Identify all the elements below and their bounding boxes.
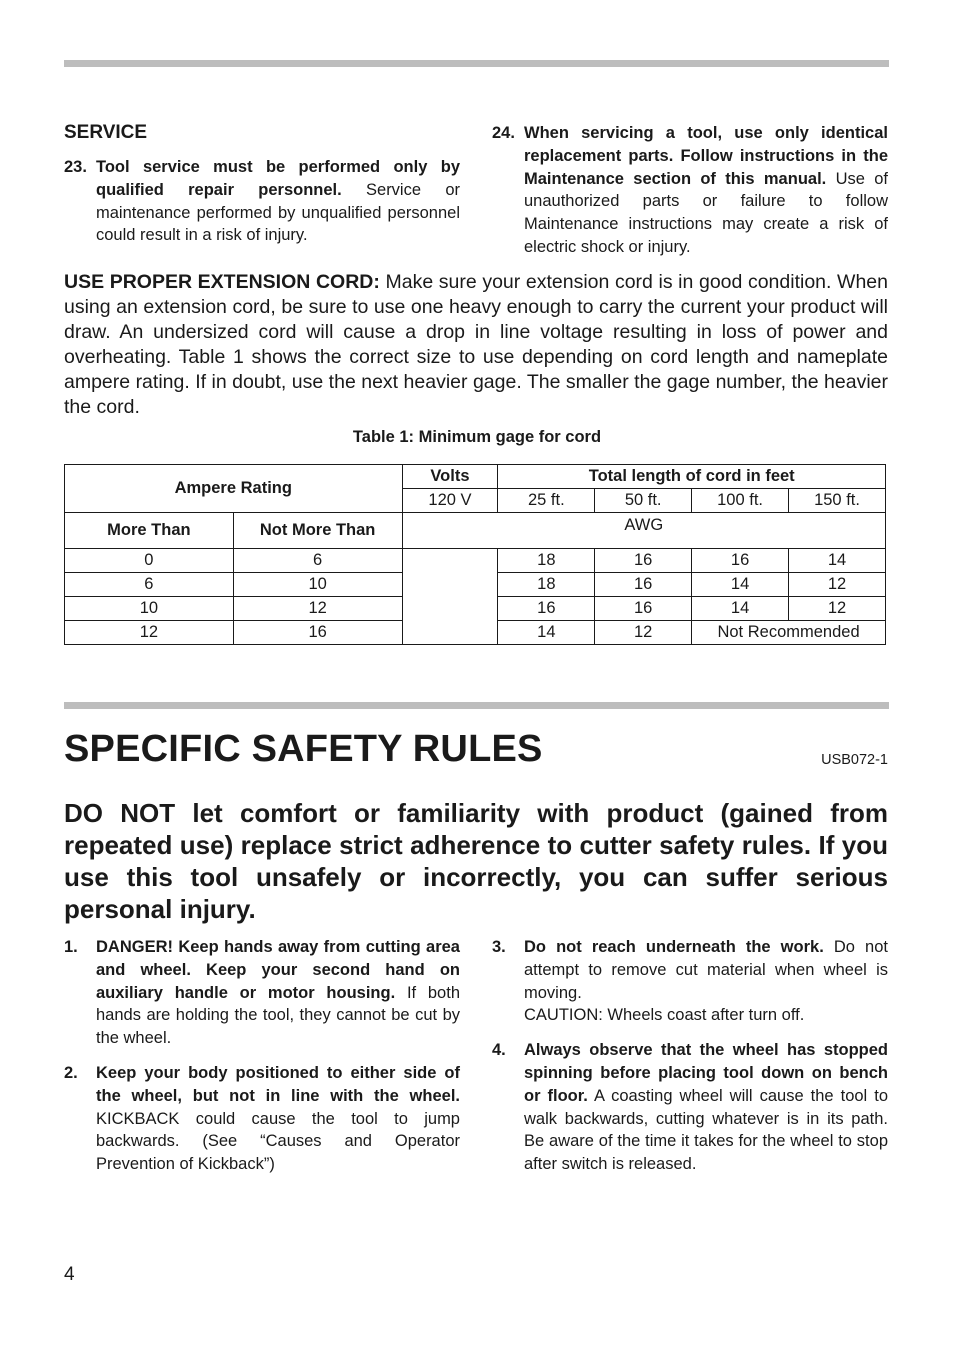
extension-cord-paragraph [64, 270, 888, 420]
volts-header: Volts [402, 465, 498, 489]
service-right-column [492, 122, 888, 271]
item-text [524, 1039, 888, 1176]
table-row [65, 549, 886, 573]
table-cell: 6 [233, 549, 402, 573]
length-header: 25 ft. [498, 489, 595, 513]
item-number: 23. [64, 158, 87, 176]
rule-item-1 [64, 936, 460, 1050]
item-body-text: KICKBACK could cause the tool to jump backwards. (See “Causes and Operator Prevention of Kickback”) [96, 1109, 460, 1174]
rules-right-column [492, 936, 888, 1188]
item-bold-text: When servicing a tool, use only identical replacement parts. Follow instructions in the Maintenance section of this manual. [524, 124, 888, 188]
table-cell: 16 [233, 621, 402, 645]
blank-volts-cell [402, 549, 498, 645]
service-item-23 [64, 156, 460, 247]
voltage-cell: 120 V [402, 489, 498, 513]
table-cell: 16 [595, 549, 692, 573]
table-cell: 14 [692, 573, 789, 597]
item-number: 1. [64, 938, 78, 956]
table-cell: 14 [789, 549, 886, 573]
document-code: USB072-1 [821, 752, 888, 768]
ampere-rating-header: Ampere Rating [65, 465, 403, 513]
top-divider [64, 60, 889, 67]
caution-text: CAUTION: Wheels coast after turn off. [524, 1006, 805, 1025]
cord-gage-table [64, 464, 886, 645]
table-column-label-row [65, 513, 886, 549]
item-text [96, 1062, 460, 1176]
rule-item-4 [492, 1039, 888, 1176]
table-cell: 14 [692, 597, 789, 621]
length-header: 100 ft. [692, 489, 789, 513]
table-cell: 12 [789, 573, 886, 597]
warning-statement: DO NOT let comfort or familiarity with product (gained from repeated use) replace strict adherence to cutter safety rules. If you use this tool unsafely or incorrectly, you can suffer serious personal injury. [64, 798, 888, 924]
table-cell: 0 [65, 549, 234, 573]
more-than-header: More Than [65, 513, 234, 549]
not-recommended-cell: Not Recommended [692, 621, 886, 645]
table-cell: 6 [65, 573, 234, 597]
total-length-header: Total length of cord in feet [498, 465, 886, 489]
item-number: 4. [492, 1041, 506, 1060]
service-heading: SERVICE [64, 122, 148, 143]
table-cell: 18 [498, 573, 595, 597]
item-body-text: A coasting wheel will cause the tool to walk backwards, cutting whatever is in its path. Be aware of the time it takes for the wheel to stop after switch is released. [524, 1086, 889, 1174]
table-caption: Table 1: Minimum gage for cord [352, 428, 602, 446]
not-more-than-header: Not More Than [233, 513, 402, 549]
table-cell: 12 [789, 597, 886, 621]
length-header: 150 ft. [789, 489, 886, 513]
table-header-row [65, 465, 886, 489]
middle-divider [64, 702, 889, 709]
service-item-24 [492, 122, 888, 259]
item-bold-text: Keep your body positioned to either side of the wheel, but not in line with the wheel. [96, 1063, 460, 1105]
page-number: 4 [64, 1264, 75, 1285]
rule-item-3 [492, 936, 888, 1027]
item-number: 3. [492, 938, 506, 956]
section-title: SPECIFIC SAFETY RULES [64, 728, 543, 770]
table-cell: 12 [595, 621, 692, 645]
table-cell: 10 [233, 573, 402, 597]
item-text [96, 156, 460, 247]
item-text [524, 122, 888, 259]
extension-cord-heading: USE PROPER EXTENSION CORD: [64, 271, 380, 293]
item-bold-text: Tool service must be performed only by qualified repair personnel. [96, 158, 460, 199]
table-cell: 16 [498, 597, 595, 621]
item-number: 24. [492, 124, 515, 142]
extension-cord-text: Make sure your extension cord is in good condition. When using an extension cord, be sure to use one heavy enough to carry the current your product will draw. An undersized cord will cause a drop in line voltage resulting in loss of power and overheating. Table 1 shows the correct size to use depending on cord length and nameplate ampere rating. If in doubt, use the next heavier gage. The smaller the gage number, the heavier the cord. [64, 271, 888, 418]
table-cell: 16 [692, 549, 789, 573]
item-bold-text: Always observe that the wheel has stopped spinning before placing tool down on bench or floor. [524, 1041, 888, 1105]
table-cell: 12 [65, 621, 234, 645]
table-cell: 16 [595, 573, 692, 597]
item-body-text: Do not attempt to remove cut material when wheel is moving. [524, 938, 888, 1002]
length-header: 50 ft. [595, 489, 692, 513]
item-number: 2. [64, 1063, 78, 1082]
rules-left-column [64, 936, 460, 1188]
item-text [524, 936, 888, 1027]
table-cell: 16 [595, 597, 692, 621]
item-bold-text: DANGER! Keep hands away from cutting area and wheel. Keep your second hand on auxiliary handle or motor housing. [96, 938, 460, 1002]
awg-header: AWG [402, 513, 885, 549]
table-cell: 12 [233, 597, 402, 621]
item-body-text: Use of unauthorized parts or failure to follow Maintenance instructions may create a risk of electric shock or injury. [524, 169, 888, 256]
item-body-text: Service or maintenance performed by unqualified personnel could result in a risk of injury. [96, 180, 460, 245]
table-cell: 18 [498, 549, 595, 573]
table-cell: 14 [498, 621, 595, 645]
item-bold-text: Do not reach underneath the work. [524, 938, 824, 956]
service-section [64, 122, 460, 259]
rule-item-2 [64, 1062, 460, 1176]
table-cell: 10 [65, 597, 234, 621]
item-body-text: If both hands are holding the tool, they cannot be cut by the wheel. [96, 983, 460, 1048]
item-text [96, 936, 460, 1050]
